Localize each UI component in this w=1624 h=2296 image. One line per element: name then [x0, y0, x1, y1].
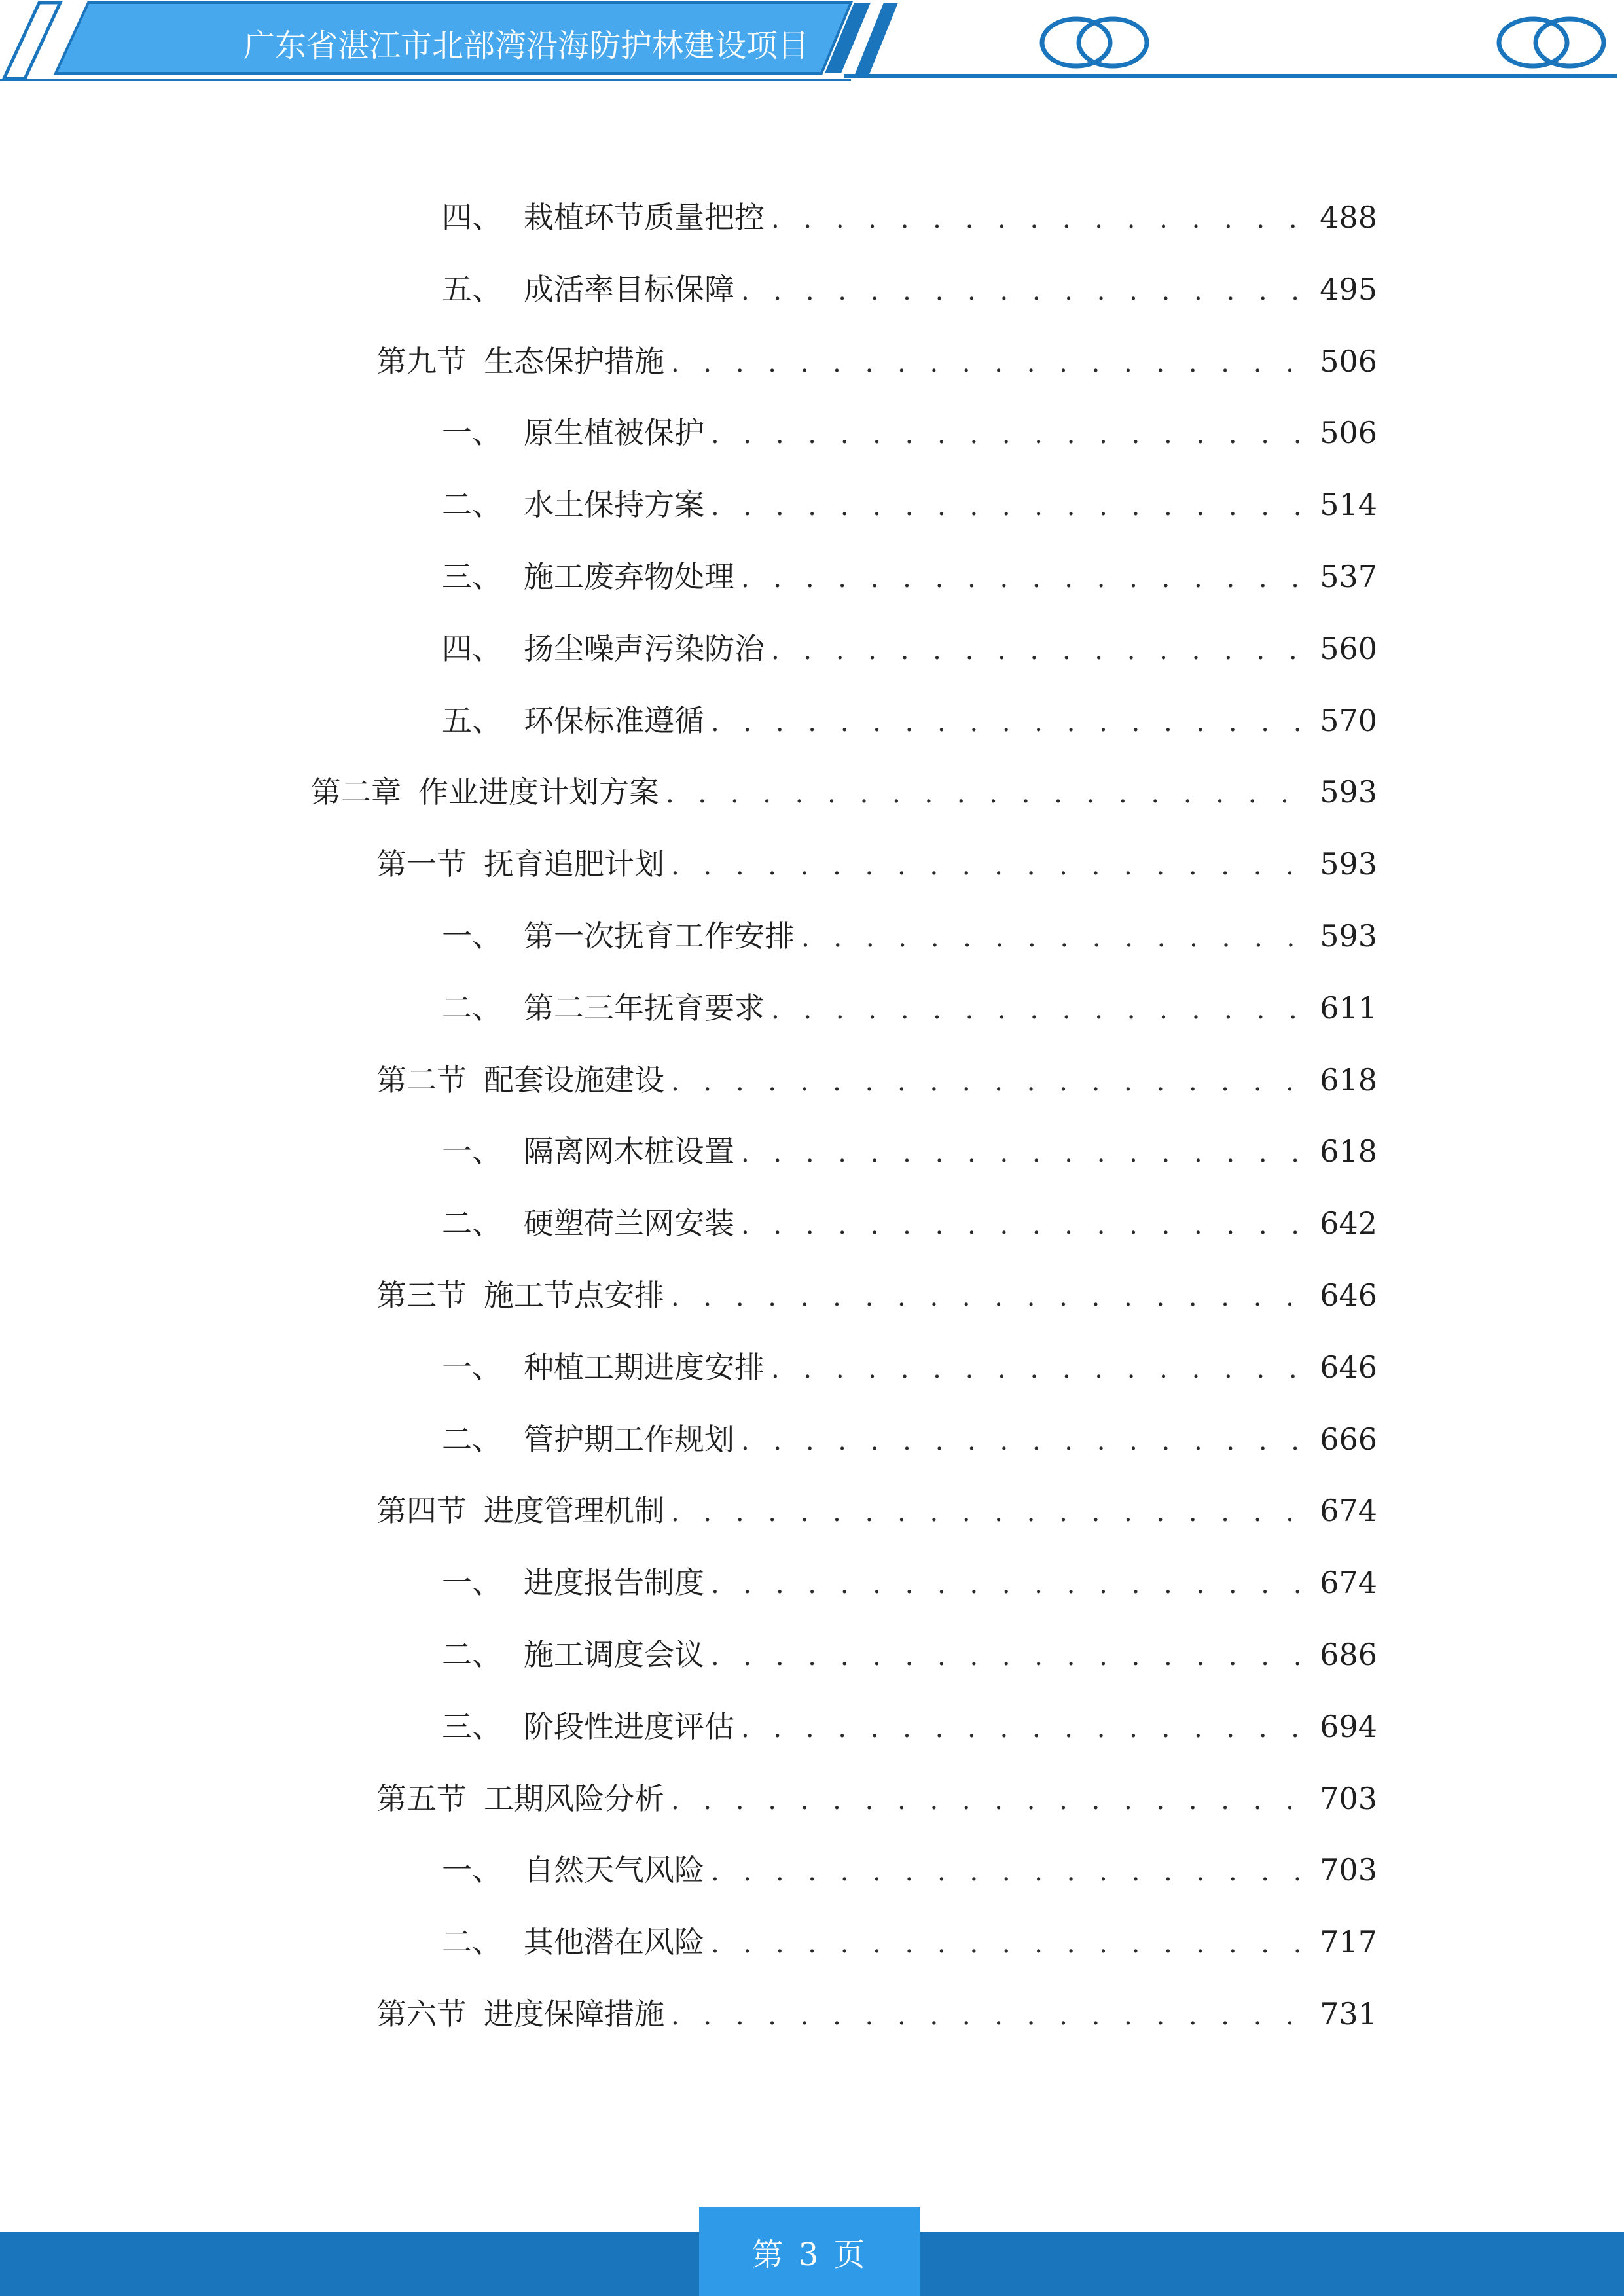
toc-entry-number: 二、 — [442, 1422, 502, 1457]
toc-entry-number: 第三节 — [376, 1278, 467, 1313]
toc-entry[interactable] — [376, 1776, 1377, 1821]
toc-entry-title: 第二三年抚育要求 — [524, 990, 765, 1026]
toc-dot-leader — [801, 915, 1313, 961]
toc-entry-page: 537 — [1320, 559, 1377, 594]
toc-dot-leader — [671, 340, 1313, 386]
toc-dot-leader — [666, 771, 1313, 817]
toc-entry[interactable] — [442, 194, 1377, 240]
toc-dot-leader — [771, 628, 1313, 673]
toc-entry[interactable] — [376, 1991, 1377, 2037]
toc-entry-number: 三、 — [442, 559, 502, 594]
toc-entry-number: 一、 — [442, 1350, 502, 1385]
toc-dot-leader — [671, 1490, 1313, 1535]
toc-entry[interactable] — [376, 1272, 1377, 1318]
rings-logo-icon — [1492, 13, 1610, 72]
toc-dot-leader — [671, 1274, 1313, 1320]
toc-entry-title: 其他潜在风险 — [524, 1924, 704, 1960]
toc-entry[interactable] — [442, 1200, 1377, 1246]
toc-dot-leader — [711, 484, 1313, 529]
toc-entry[interactable] — [442, 1560, 1377, 1605]
toc-entry-number: 第二章 — [311, 774, 401, 810]
toc-entry[interactable] — [442, 410, 1377, 456]
toc-entry-page: 593 — [1320, 846, 1377, 882]
toc-entry-title: 环保标准遵循 — [524, 703, 704, 738]
toc-entry-page: 686 — [1320, 1637, 1377, 1672]
toc-entry-page: 674 — [1320, 1493, 1377, 1528]
toc-entry-title: 扬尘噪声污染防治 — [524, 631, 765, 666]
toc-entry-title: 栽植环节质量把控 — [524, 200, 765, 235]
toc-entry-number: 四、 — [442, 631, 502, 666]
toc-entry-title: 抚育追肥计划 — [484, 846, 664, 882]
toc-entry[interactable] — [376, 1057, 1377, 1103]
toc-dot-leader — [711, 1849, 1313, 1895]
toc-entry-number: 第九节 — [376, 344, 467, 379]
toc-dot-leader — [741, 268, 1313, 314]
toc-entry-title: 进度报告制度 — [524, 1565, 704, 1600]
toc-entry-number: 五、 — [442, 272, 502, 307]
toc-entry-page: 646 — [1320, 1278, 1377, 1313]
toc-dot-leader — [711, 1634, 1313, 1679]
toc-entry[interactable] — [442, 1632, 1377, 1677]
toc-entry-title: 原生植被保护 — [524, 415, 704, 450]
toc-entry-page: 694 — [1320, 1709, 1377, 1744]
toc-entry-title: 管护期工作规划 — [524, 1422, 734, 1457]
toc-entry-number: 一、 — [442, 918, 502, 954]
toc-entry-page: 495 — [1320, 272, 1377, 307]
toc-entry-page: 611 — [1320, 990, 1377, 1026]
toc-entry[interactable] — [442, 1847, 1377, 1893]
toc-entry-title: 自然天气风险 — [524, 1852, 704, 1888]
toc-entry-title: 水土保持方案 — [524, 487, 704, 522]
toc-entry-title: 成活率目标保障 — [524, 272, 734, 307]
toc-entry-title: 硬塑荷兰网安装 — [524, 1206, 734, 1241]
toc-dot-leader — [741, 1130, 1313, 1176]
toc-entry-page: 488 — [1320, 200, 1377, 235]
toc-entry[interactable] — [442, 1344, 1377, 1390]
toc-entry-page: 642 — [1320, 1206, 1377, 1241]
toc-entry-page: 593 — [1320, 774, 1377, 810]
toc-entry-number: 第一节 — [376, 846, 467, 882]
toc-entry[interactable] — [442, 482, 1377, 528]
toc-entry-page: 666 — [1320, 1422, 1377, 1457]
toc-entry-page: 506 — [1320, 344, 1377, 379]
toc-dot-leader — [771, 196, 1313, 242]
toc-entry[interactable] — [442, 266, 1377, 312]
footer-page-tab — [699, 2207, 920, 2296]
toc-entry-title: 隔离网木桩设置 — [524, 1134, 734, 1169]
toc-entry-title: 工期风险分析 — [484, 1781, 664, 1816]
toc-entry-page: 506 — [1320, 415, 1377, 450]
toc-entry[interactable] — [442, 554, 1377, 600]
toc-entry-number: 四、 — [442, 200, 502, 235]
toc-entry[interactable] — [442, 913, 1377, 959]
toc-dot-leader — [741, 1706, 1313, 1751]
toc-entry-number: 二、 — [442, 1206, 502, 1241]
toc-entry[interactable] — [376, 1488, 1377, 1534]
toc-entry-number: 第四节 — [376, 1493, 467, 1528]
toc-entry-page: 514 — [1320, 487, 1377, 522]
toc-entry[interactable] — [311, 769, 1377, 815]
toc-entry-title: 施工废弃物处理 — [524, 559, 734, 594]
toc-entry-number: 二、 — [442, 990, 502, 1026]
toc-entry-title: 进度管理机制 — [484, 1493, 664, 1528]
toc-entry[interactable] — [376, 841, 1377, 887]
toc-entry-page: 731 — [1320, 1996, 1377, 2032]
toc-entry-number: 一、 — [442, 415, 502, 450]
toc-entry-page: 703 — [1320, 1781, 1377, 1816]
toc-entry-page: 717 — [1320, 1924, 1377, 1960]
toc-entry-title: 配套设施建设 — [484, 1062, 664, 1098]
toc-dot-leader — [741, 556, 1313, 601]
toc-dot-leader — [711, 1562, 1313, 1607]
toc-entry-number: 二、 — [442, 1637, 502, 1672]
toc-entry-title: 种植工期进度安排 — [524, 1350, 765, 1385]
toc-entry[interactable] — [442, 1128, 1377, 1174]
toc-entry-number: 二、 — [442, 487, 502, 522]
toc-entry[interactable] — [442, 1704, 1377, 1749]
page-header — [0, 0, 1624, 85]
toc-entry[interactable] — [442, 1919, 1377, 1965]
toc-entry-number: 三、 — [442, 1709, 502, 1744]
toc-entry[interactable] — [442, 626, 1377, 672]
toc-entry[interactable] — [442, 985, 1377, 1031]
toc-entry-number: 一、 — [442, 1565, 502, 1600]
header-title: 广东省湛江市北部湾沿海防护林建设项目 — [244, 27, 810, 64]
toc-dot-leader — [671, 1993, 1313, 2039]
toc-entry[interactable] — [442, 1416, 1377, 1462]
toc-entry-title: 生态保护措施 — [484, 344, 664, 379]
toc-dot-leader — [671, 843, 1313, 889]
toc-entry-page: 618 — [1320, 1134, 1377, 1169]
toc-dot-leader — [711, 412, 1313, 457]
toc-entry-page: 593 — [1320, 918, 1377, 954]
toc-entry-title: 施工调度会议 — [524, 1637, 704, 1672]
toc-dot-leader — [711, 1921, 1313, 1967]
toc-dot-leader — [671, 1778, 1313, 1823]
toc-entry-number: 一、 — [442, 1852, 502, 1888]
toc-entry-page: 646 — [1320, 1350, 1377, 1385]
toc-entry-number: 一、 — [442, 1134, 502, 1169]
toc-entry-title: 第一次抚育工作安排 — [524, 918, 795, 954]
toc-entry-number: 第五节 — [376, 1781, 467, 1816]
toc-entry-page: 674 — [1320, 1565, 1377, 1600]
toc-dot-leader — [741, 1202, 1313, 1248]
toc-entry-number: 第六节 — [376, 1996, 467, 2032]
toc-entry-page: 703 — [1320, 1852, 1377, 1888]
toc-entry[interactable] — [376, 338, 1377, 384]
toc-entry-number: 五、 — [442, 703, 502, 738]
toc-entry-page: 570 — [1320, 703, 1377, 738]
toc-entry-title: 施工节点安排 — [484, 1278, 664, 1313]
toc-entry-title: 作业进度计划方案 — [418, 774, 659, 810]
toc-entry[interactable] — [442, 698, 1377, 744]
page-number-label: 第 3 页 — [751, 2236, 868, 2273]
toc-entry-page: 618 — [1320, 1062, 1377, 1098]
toc-entry-title: 阶段性进度评估 — [524, 1709, 734, 1744]
toc-dot-leader — [711, 700, 1313, 745]
toc-entry-number: 第二节 — [376, 1062, 467, 1098]
toc-dot-leader — [771, 1346, 1313, 1392]
rings-logo-icon — [1036, 13, 1153, 72]
toc-entry-title: 进度保障措施 — [484, 1996, 664, 2032]
toc-dot-leader — [741, 1418, 1313, 1464]
toc-dot-leader — [671, 1059, 1313, 1105]
toc-dot-leader — [771, 987, 1313, 1033]
toc-entry-page: 560 — [1320, 631, 1377, 666]
toc-entry-number: 二、 — [442, 1924, 502, 1960]
